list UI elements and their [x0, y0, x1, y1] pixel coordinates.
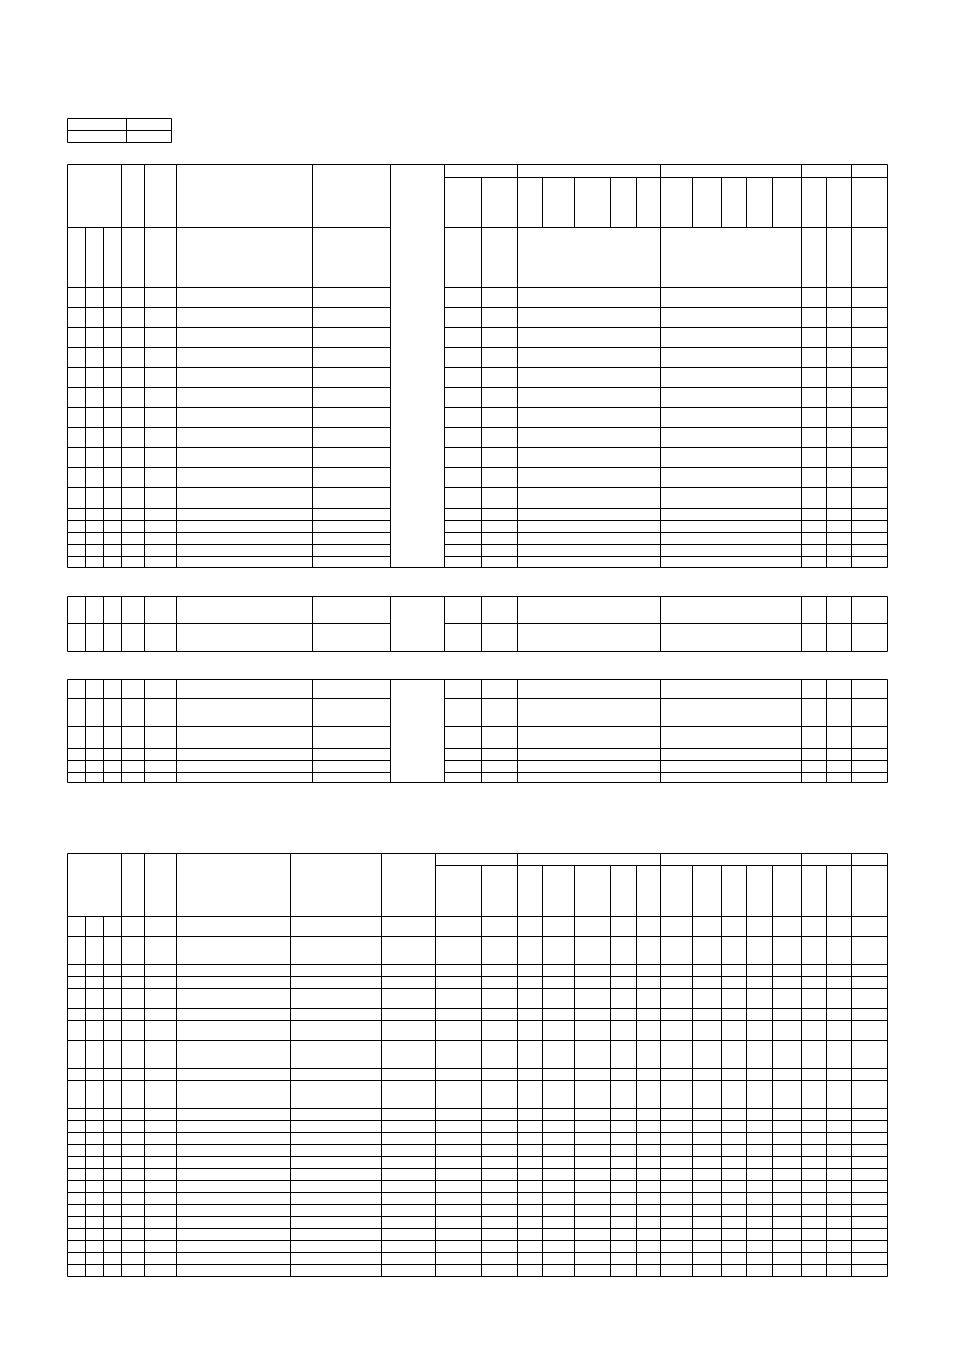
table-3	[68, 680, 888, 783]
table-2	[68, 597, 888, 652]
table-4	[68, 854, 888, 1277]
table-1	[68, 165, 888, 568]
header-box	[68, 119, 172, 143]
